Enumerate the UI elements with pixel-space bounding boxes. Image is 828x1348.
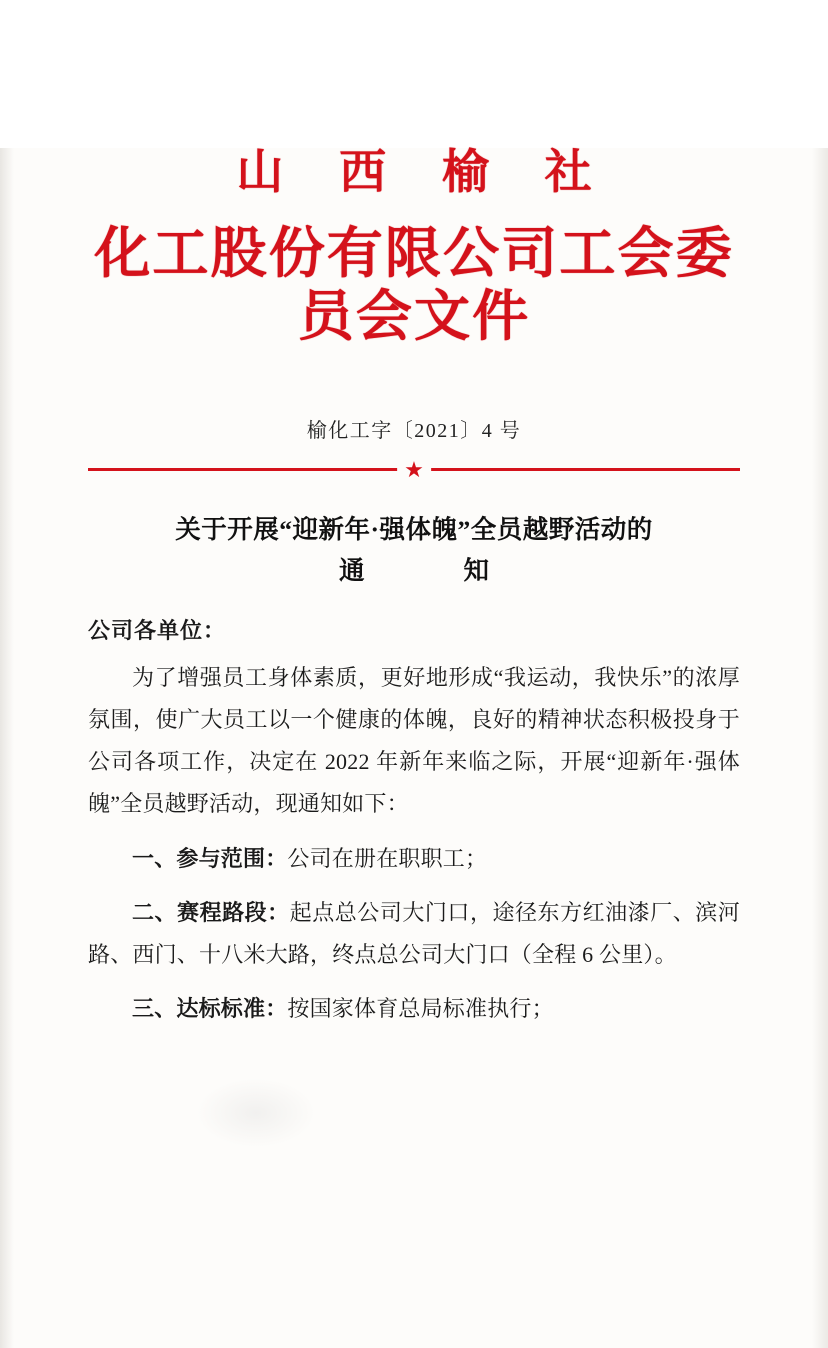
title-line-1: 关于开展“迎新年·强体魄”全员越野活动的 <box>175 515 653 545</box>
document-body <box>0 148 828 1031</box>
list-item-label: 三、达标标准： <box>132 996 288 1022</box>
title-line-2: 通 知 <box>338 556 505 586</box>
list-item <box>88 838 740 880</box>
masthead-line-2: 化工股份有限公司工会委员会文件 <box>94 222 734 347</box>
salutation: 公司各单位： <box>88 617 227 643</box>
faint-seal-mark <box>196 1078 316 1148</box>
list-item-text: 按国家体育总局标准执行； <box>287 996 554 1022</box>
masthead <box>88 148 740 348</box>
list-item-text: 公司在册在职职工； <box>287 845 488 871</box>
page-title <box>88 509 740 592</box>
list-item <box>88 988 740 1030</box>
list-item-text: 起点总公司大门口，途径东方红油漆厂、滨河路、西门、十八米大路，终点总公司大门口（全程 6 公里）。 <box>88 899 740 968</box>
star-icon: ★ <box>397 459 431 481</box>
body-paragraph: 为了增强员工身体素质，更好地形成“我运动，我快乐”的浓厚氛围，使广大员工以一个健康的体魄，良好的精神状态积极投身于公司各项工作，决定在 2022 年新年来临之际，开展“迎新年·强体魄”全员越野活动，现通知如下： <box>88 664 740 817</box>
masthead-line-1: 山 西 榆 社 <box>236 147 614 199</box>
red-divider <box>88 457 740 483</box>
document-number: 榆化工字〔2021〕4 号 <box>306 420 522 443</box>
list-item-label: 二、赛程路段： <box>132 899 290 925</box>
list-item-label: 一、参与范围： <box>132 845 288 871</box>
document-page <box>0 148 828 1348</box>
list-item <box>88 892 740 976</box>
